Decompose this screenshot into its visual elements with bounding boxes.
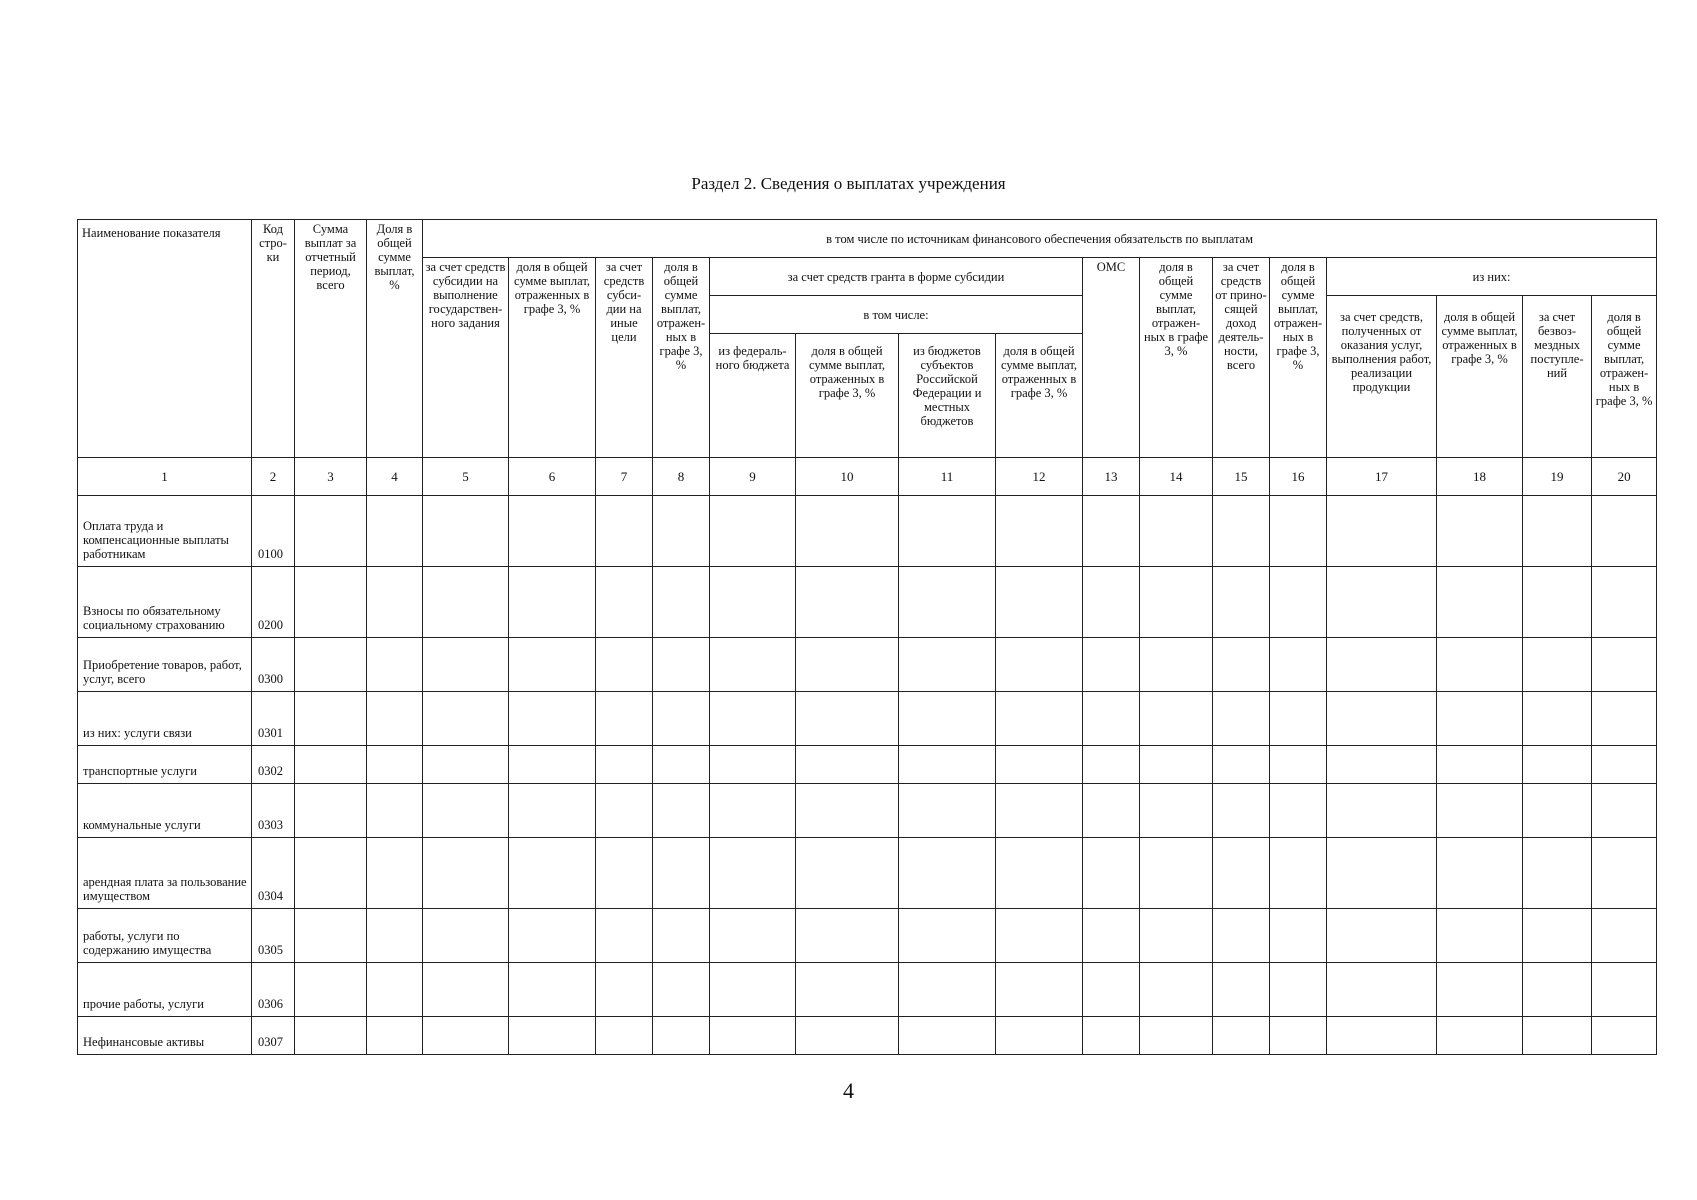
value-cell[interactable] — [796, 496, 899, 567]
value-cell[interactable] — [1437, 746, 1523, 784]
value-cell[interactable] — [596, 638, 653, 692]
value-cell[interactable] — [1083, 692, 1140, 746]
table-row — [78, 567, 1657, 638]
value-cell[interactable] — [367, 1017, 423, 1055]
value-cell[interactable] — [1213, 1017, 1270, 1055]
table-row — [78, 963, 1657, 1017]
header-sum: Сумма выплат за отчетный период, всего — [295, 220, 367, 458]
table-row — [78, 1017, 1657, 1055]
header-col-20: доля в общей сумме выплат, отражен- ных в графе 3, % — [1592, 296, 1657, 458]
value-cell[interactable] — [796, 746, 899, 784]
value-cell[interactable] — [1213, 567, 1270, 638]
row-name: прочие работы, услуги — [78, 963, 252, 1017]
value-cell[interactable] — [1592, 567, 1657, 638]
row-code: 0303 — [252, 784, 295, 838]
value-cell[interactable] — [596, 746, 653, 784]
header-col-16: доля в общей сумме выплат, отражен- ных в графе 3, % — [1270, 258, 1327, 458]
value-cell[interactable] — [509, 838, 596, 909]
value-cell[interactable] — [1437, 963, 1523, 1017]
header-col-18: доля в общей сумме выплат, отраженных в графе 3, % — [1437, 296, 1523, 458]
column-number: 14 — [1140, 458, 1213, 496]
row-name: работы, услуги по содержанию имущества — [78, 909, 252, 963]
row-name: коммунальные услуги — [78, 784, 252, 838]
column-number: 10 — [796, 458, 899, 496]
value-cell[interactable] — [1140, 638, 1213, 692]
value-cell[interactable] — [596, 784, 653, 838]
value-cell[interactable] — [367, 638, 423, 692]
value-cell[interactable] — [796, 963, 899, 1017]
row-code: 0304 — [252, 838, 295, 909]
value-cell[interactable] — [1083, 746, 1140, 784]
value-cell[interactable] — [367, 838, 423, 909]
value-cell[interactable] — [1270, 567, 1327, 638]
value-cell[interactable] — [1592, 1017, 1657, 1055]
value-cell[interactable] — [710, 567, 796, 638]
column-number: 5 — [423, 458, 509, 496]
value-cell[interactable] — [996, 746, 1083, 784]
value-cell[interactable] — [295, 838, 367, 909]
value-cell[interactable] — [1140, 746, 1213, 784]
value-cell[interactable] — [653, 838, 710, 909]
value-cell[interactable] — [1270, 692, 1327, 746]
value-cell[interactable] — [1523, 746, 1592, 784]
value-cell[interactable] — [899, 838, 996, 909]
value-cell[interactable] — [1083, 496, 1140, 567]
value-cell[interactable] — [367, 963, 423, 1017]
column-number: 18 — [1437, 458, 1523, 496]
value-cell[interactable] — [796, 784, 899, 838]
value-cell[interactable] — [596, 838, 653, 909]
value-cell[interactable] — [295, 567, 367, 638]
column-number: 6 — [509, 458, 596, 496]
page-number: 4 — [843, 1078, 854, 1103]
row-code: 0100 — [252, 496, 295, 567]
header-col-6: доля в общей сумме выплат, отраженных в графе 3, % — [509, 258, 596, 458]
row-name: Взносы по обязательному социальному страхованию — [78, 567, 252, 638]
value-cell[interactable] — [1327, 638, 1437, 692]
column-number: 4 — [367, 458, 423, 496]
header-of-them: из них: — [1327, 258, 1657, 296]
row-name: транспортные услуги — [78, 746, 252, 784]
value-cell[interactable] — [1140, 496, 1213, 567]
row-name: из них: услуги связи — [78, 692, 252, 746]
value-cell[interactable] — [1327, 746, 1437, 784]
row-name: арендная плата за пользование имуществом — [78, 838, 252, 909]
value-cell[interactable] — [796, 567, 899, 638]
row-code: 0305 — [252, 909, 295, 963]
value-cell[interactable] — [710, 838, 796, 909]
table-row — [78, 746, 1657, 784]
table-row — [78, 909, 1657, 963]
value-cell[interactable] — [1270, 963, 1327, 1017]
value-cell[interactable] — [899, 909, 996, 963]
value-cell[interactable] — [1083, 838, 1140, 909]
value-cell[interactable] — [1327, 496, 1437, 567]
value-cell[interactable] — [423, 567, 509, 638]
column-number: 16 — [1270, 458, 1327, 496]
value-cell[interactable] — [596, 496, 653, 567]
value-cell[interactable] — [1437, 692, 1523, 746]
value-cell[interactable] — [295, 909, 367, 963]
column-number: 7 — [596, 458, 653, 496]
value-cell[interactable] — [509, 909, 596, 963]
value-cell[interactable] — [710, 692, 796, 746]
table-row — [78, 692, 1657, 746]
value-cell[interactable] — [295, 692, 367, 746]
value-cell[interactable] — [653, 692, 710, 746]
row-code: 0302 — [252, 746, 295, 784]
value-cell[interactable] — [1523, 909, 1592, 963]
header-col-15: за счет средств от прино- сящей доход деятель- ности, всего — [1213, 258, 1270, 458]
header-sources: в том числе по источникам финансового обеспечения обязательств по выплатам — [423, 220, 1657, 258]
row-code: 0300 — [252, 638, 295, 692]
value-cell[interactable] — [1327, 692, 1437, 746]
value-cell[interactable] — [1327, 567, 1437, 638]
value-cell[interactable] — [996, 963, 1083, 1017]
value-cell[interactable] — [295, 638, 367, 692]
data-rows — [78, 496, 1657, 1055]
section-title: Раздел 2. Сведения о выплатах учреждения — [691, 174, 1006, 193]
value-cell[interactable] — [423, 784, 509, 838]
value-cell[interactable] — [653, 496, 710, 567]
row-code: 0200 — [252, 567, 295, 638]
value-cell[interactable] — [1327, 909, 1437, 963]
row-code: 0307 — [252, 1017, 295, 1055]
column-number: 12 — [996, 458, 1083, 496]
value-cell[interactable] — [653, 963, 710, 1017]
value-cell[interactable] — [1083, 963, 1140, 1017]
value-cell[interactable] — [1523, 567, 1592, 638]
value-cell[interactable] — [1140, 784, 1213, 838]
value-cell[interactable] — [423, 838, 509, 909]
value-cell[interactable] — [509, 746, 596, 784]
value-cell[interactable] — [596, 567, 653, 638]
value-cell[interactable] — [1213, 692, 1270, 746]
value-cell[interactable] — [423, 909, 509, 963]
value-cell[interactable] — [1592, 963, 1657, 1017]
value-cell[interactable] — [1083, 638, 1140, 692]
table-row — [78, 784, 1657, 838]
row-name: Нефинансовые активы — [78, 1017, 252, 1055]
header-col-8: доля в общей сумме выплат, отражен- ных в графе 3, % — [653, 258, 710, 458]
value-cell[interactable] — [1270, 1017, 1327, 1055]
column-number: 8 — [653, 458, 710, 496]
value-cell[interactable] — [1523, 692, 1592, 746]
value-cell[interactable] — [1437, 496, 1523, 567]
value-cell[interactable] — [710, 963, 796, 1017]
value-cell[interactable] — [1327, 963, 1437, 1017]
value-cell[interactable] — [996, 496, 1083, 567]
value-cell[interactable] — [1592, 746, 1657, 784]
value-cell[interactable] — [367, 567, 423, 638]
value-cell[interactable] — [1327, 838, 1437, 909]
value-cell[interactable] — [653, 784, 710, 838]
value-cell[interactable] — [1140, 567, 1213, 638]
value-cell[interactable] — [1437, 838, 1523, 909]
column-number: 20 — [1592, 458, 1657, 496]
value-cell[interactable] — [1213, 638, 1270, 692]
value-cell[interactable] — [1270, 784, 1327, 838]
value-cell[interactable] — [509, 496, 596, 567]
value-cell[interactable] — [1140, 1017, 1213, 1055]
value-cell[interactable] — [509, 1017, 596, 1055]
header-col-17: за счет средств, полученных от оказания услуг, выполнения работ, реализации продукции — [1327, 296, 1437, 458]
value-cell[interactable] — [899, 496, 996, 567]
value-cell[interactable] — [596, 909, 653, 963]
value-cell[interactable] — [367, 909, 423, 963]
value-cell[interactable] — [1437, 567, 1523, 638]
header-col-7: за счет средств субси- дии на иные цели — [596, 258, 653, 458]
value-cell[interactable] — [1437, 909, 1523, 963]
value-cell[interactable] — [1437, 784, 1523, 838]
column-number: 13 — [1083, 458, 1140, 496]
value-cell[interactable] — [509, 963, 596, 1017]
table-row — [78, 638, 1657, 692]
value-cell[interactable] — [295, 496, 367, 567]
value-cell[interactable] — [1437, 638, 1523, 692]
value-cell[interactable] — [1523, 963, 1592, 1017]
value-cell[interactable] — [423, 1017, 509, 1055]
value-cell[interactable] — [1270, 746, 1327, 784]
column-number: 17 — [1327, 458, 1437, 496]
value-cell[interactable] — [1523, 838, 1592, 909]
value-cell[interactable] — [1083, 909, 1140, 963]
value-cell[interactable] — [653, 1017, 710, 1055]
value-cell[interactable] — [899, 567, 996, 638]
value-cell[interactable] — [1523, 638, 1592, 692]
value-cell[interactable] — [509, 784, 596, 838]
value-cell[interactable] — [367, 496, 423, 567]
table-row — [78, 496, 1657, 567]
value-cell[interactable] — [1083, 567, 1140, 638]
column-number: 11 — [899, 458, 996, 496]
column-number: 15 — [1213, 458, 1270, 496]
value-cell[interactable] — [899, 963, 996, 1017]
value-cell[interactable] — [367, 784, 423, 838]
column-numbers-row — [78, 458, 1657, 496]
column-number: 9 — [710, 458, 796, 496]
value-cell[interactable] — [596, 692, 653, 746]
value-cell[interactable] — [1213, 496, 1270, 567]
header-name: Наименование показателя — [78, 220, 252, 458]
value-cell[interactable] — [1083, 784, 1140, 838]
header-col-10: доля в общей сумме выплат, отраженных в графе 3, % — [796, 334, 899, 458]
value-cell[interactable] — [1523, 496, 1592, 567]
value-cell[interactable] — [710, 638, 796, 692]
value-cell[interactable] — [1270, 638, 1327, 692]
value-cell[interactable] — [996, 784, 1083, 838]
value-cell[interactable] — [367, 692, 423, 746]
value-cell[interactable] — [1592, 692, 1657, 746]
header-grant: за счет средств гранта в форме субсидии — [710, 258, 1083, 296]
value-cell[interactable] — [1523, 1017, 1592, 1055]
header-col-14: доля в общей сумме выплат, отражен- ных в графе 3, % — [1140, 258, 1213, 458]
value-cell[interactable] — [1213, 909, 1270, 963]
value-cell[interactable] — [996, 692, 1083, 746]
value-cell[interactable] — [295, 963, 367, 1017]
value-cell[interactable] — [710, 784, 796, 838]
value-cell[interactable] — [367, 746, 423, 784]
value-cell[interactable] — [1083, 1017, 1140, 1055]
row-name: Оплата труда и компенсационные выплаты работникам — [78, 496, 252, 567]
column-number: 1 — [78, 458, 252, 496]
value-cell[interactable] — [1270, 838, 1327, 909]
row-code: 0306 — [252, 963, 295, 1017]
column-number: 2 — [252, 458, 295, 496]
value-cell[interactable] — [996, 1017, 1083, 1055]
header-col-12: доля в общей сумме выплат, отраженных в графе 3, % — [996, 334, 1083, 458]
value-cell[interactable] — [796, 1017, 899, 1055]
value-cell[interactable] — [1213, 746, 1270, 784]
value-cell[interactable] — [653, 746, 710, 784]
value-cell[interactable] — [899, 784, 996, 838]
value-cell[interactable] — [423, 496, 509, 567]
value-cell[interactable] — [596, 1017, 653, 1055]
value-cell[interactable] — [996, 567, 1083, 638]
value-cell[interactable] — [653, 567, 710, 638]
value-cell[interactable] — [899, 746, 996, 784]
header-grant-including: в том числе: — [710, 296, 1083, 334]
value-cell[interactable] — [710, 496, 796, 567]
value-cell[interactable] — [1592, 784, 1657, 838]
value-cell[interactable] — [596, 963, 653, 1017]
value-cell[interactable] — [423, 692, 509, 746]
value-cell[interactable] — [423, 746, 509, 784]
value-cell[interactable] — [509, 567, 596, 638]
header-col-5: за счет средств субсидии на выполнение государствен- ного задания — [423, 258, 509, 458]
header-col-11: из бюджетов субъектов Российской Федерации и местных бюджетов — [899, 334, 996, 458]
value-cell[interactable] — [899, 638, 996, 692]
header-col-13: ОМС — [1083, 258, 1140, 458]
value-cell[interactable] — [796, 692, 899, 746]
value-cell[interactable] — [899, 692, 996, 746]
value-cell[interactable] — [1213, 784, 1270, 838]
column-number: 19 — [1523, 458, 1592, 496]
value-cell[interactable] — [1592, 838, 1657, 909]
value-cell[interactable] — [423, 638, 509, 692]
value-cell[interactable] — [1592, 496, 1657, 567]
header-share: Доля в общей сумме выплат, % — [367, 220, 423, 458]
header-col-19: за счет безвоз- мездных поступле- ний — [1523, 296, 1592, 458]
value-cell[interactable] — [509, 638, 596, 692]
value-cell[interactable] — [653, 909, 710, 963]
payments-table — [77, 219, 1657, 1055]
value-cell[interactable] — [1592, 909, 1657, 963]
value-cell[interactable] — [796, 909, 899, 963]
value-cell[interactable] — [796, 638, 899, 692]
column-number: 3 — [295, 458, 367, 496]
value-cell[interactable] — [295, 784, 367, 838]
value-cell[interactable] — [1213, 963, 1270, 1017]
value-cell[interactable] — [796, 838, 899, 909]
value-cell[interactable] — [996, 838, 1083, 909]
header-col-9: из федераль- ного бюджета — [710, 334, 796, 458]
value-cell[interactable] — [1140, 692, 1213, 746]
value-cell[interactable] — [1592, 638, 1657, 692]
value-cell[interactable] — [996, 909, 1083, 963]
value-cell[interactable] — [1270, 496, 1327, 567]
value-cell[interactable] — [1437, 1017, 1523, 1055]
table-row — [78, 838, 1657, 909]
value-cell[interactable] — [710, 909, 796, 963]
value-cell[interactable] — [653, 638, 710, 692]
value-cell[interactable] — [1327, 784, 1437, 838]
value-cell[interactable] — [1213, 838, 1270, 909]
value-cell[interactable] — [899, 1017, 996, 1055]
row-name: Приобретение товаров, работ, услуг, всего — [78, 638, 252, 692]
value-cell[interactable] — [1523, 784, 1592, 838]
header-code: Код стро- ки — [252, 220, 295, 458]
value-cell[interactable] — [423, 963, 509, 1017]
value-cell[interactable] — [710, 1017, 796, 1055]
value-cell[interactable] — [295, 746, 367, 784]
value-cell[interactable] — [509, 692, 596, 746]
value-cell[interactable] — [1327, 1017, 1437, 1055]
value-cell[interactable] — [295, 1017, 367, 1055]
value-cell[interactable] — [1270, 909, 1327, 963]
value-cell[interactable] — [710, 746, 796, 784]
value-cell[interactable] — [1140, 838, 1213, 909]
value-cell[interactable] — [1140, 909, 1213, 963]
row-code: 0301 — [252, 692, 295, 746]
value-cell[interactable] — [996, 638, 1083, 692]
value-cell[interactable] — [1140, 963, 1213, 1017]
